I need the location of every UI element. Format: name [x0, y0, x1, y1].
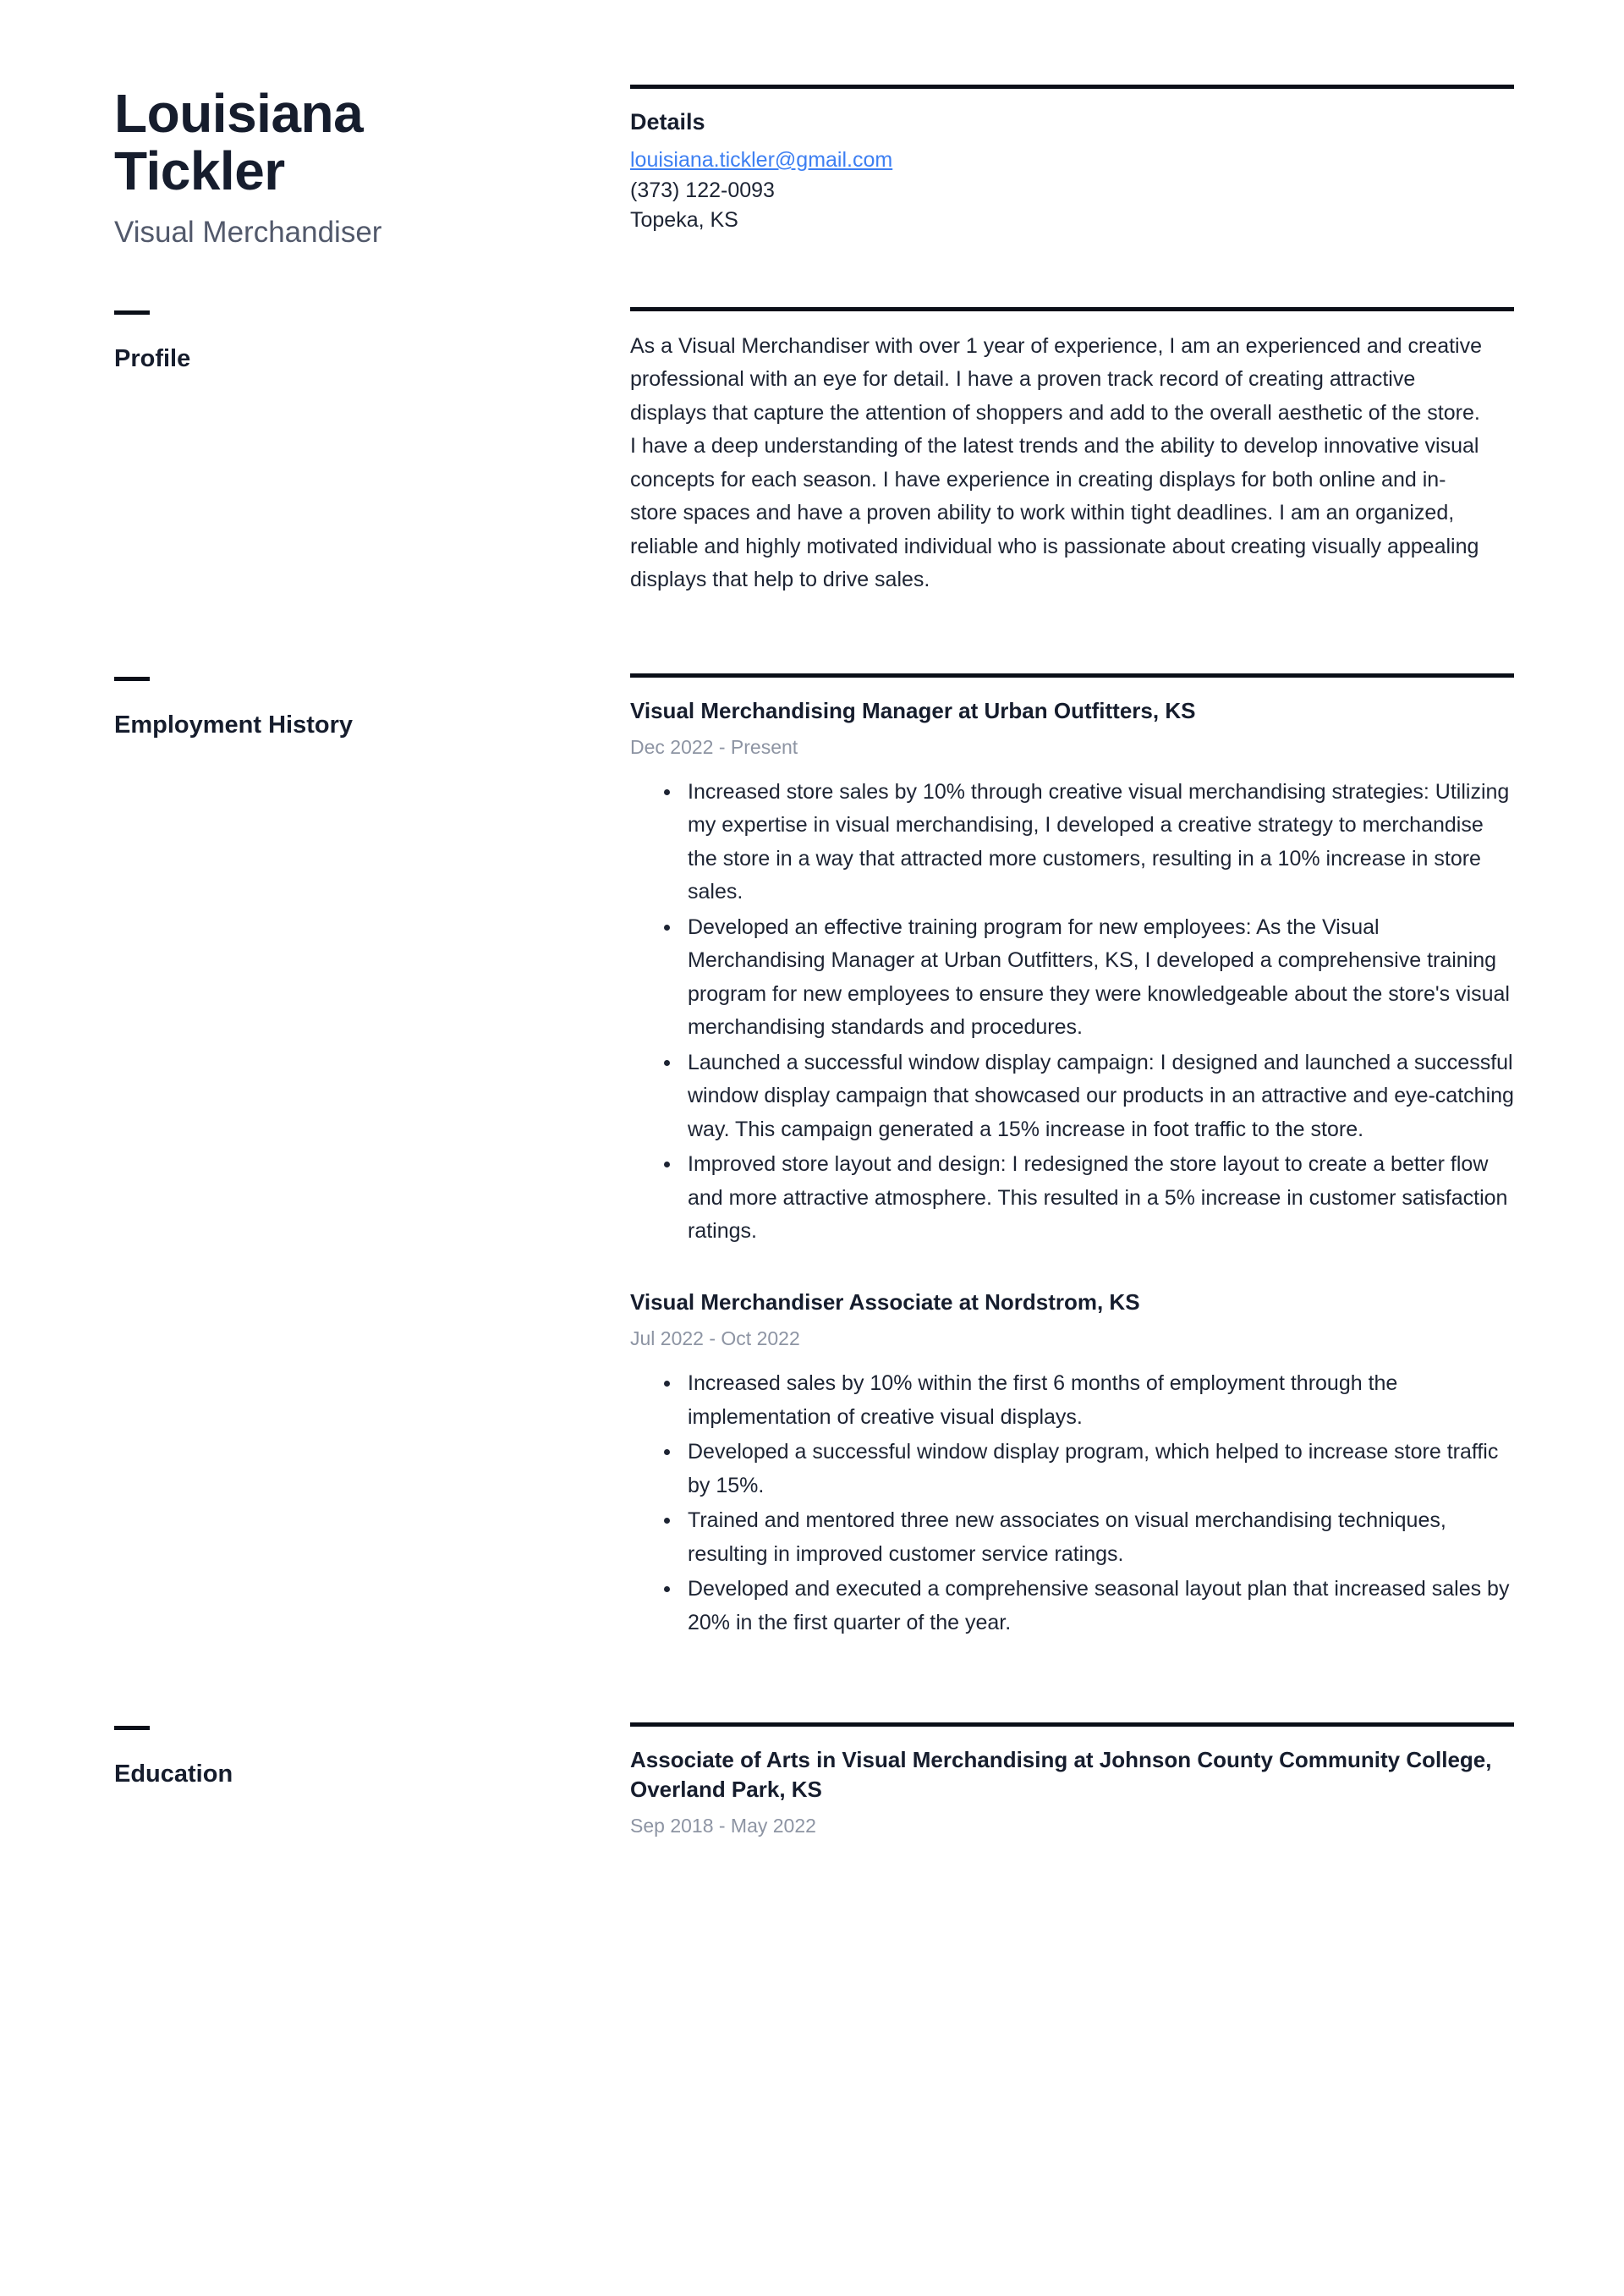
employment-entry-date: Dec 2022 - Present	[630, 735, 798, 758]
employment-entry	[630, 696, 1514, 1249]
education-entry-date: Sep 2018 - May 2022	[630, 1815, 816, 1837]
list-item: Increased store sales by 10% through creative visual merchandising strategies: Utilizing my expertise in visual merchandising, I developed a creative strategy to merchandise the store in a way that attracted more customers, resulting in a 10% increase in store sales.	[664, 776, 1514, 909]
employment-label-block	[114, 673, 630, 742]
dash-marker-icon	[114, 310, 150, 315]
education-entry	[630, 1745, 1514, 1839]
section-divider	[630, 307, 1514, 311]
phone-line: (373) 122-0093	[630, 178, 775, 202]
list-item: Developed a successful window display program, which helped to increase store traffic by 15%.	[664, 1436, 1514, 1502]
education-content	[630, 1722, 1514, 1839]
employment-entry-title: Visual Merchandiser Associate at Nordstrom, KS	[630, 1288, 1140, 1315]
section-heading-employment: Employment History	[114, 711, 353, 739]
page-title: Louisiana Tickler	[114, 83, 364, 202]
list-item: Developed and executed a comprehensive seasonal layout plan that increased sales by 20% in the first quarter of the year.	[664, 1573, 1514, 1640]
section-heading-profile: Profile	[114, 344, 191, 372]
employment-entry-bullets	[630, 1367, 1514, 1640]
profile-section	[114, 307, 1514, 597]
details-block	[630, 85, 1514, 236]
employment-section	[114, 673, 1514, 1642]
list-item: Increased sales by 10% within the first 6 months of employment through the implementation of creative visual displays.	[664, 1367, 1514, 1434]
section-divider	[630, 673, 1514, 678]
header-section	[114, 85, 1514, 251]
section-heading-education: Education	[114, 1760, 233, 1788]
dash-marker-icon	[114, 677, 150, 681]
email-link[interactable]: louisiana.tickler@gmail.com	[630, 148, 893, 173]
profile-label-block	[114, 307, 630, 376]
dash-marker-icon	[114, 1726, 150, 1730]
section-divider	[630, 85, 1514, 89]
education-label-block	[114, 1722, 630, 1791]
education-section	[114, 1722, 1514, 1839]
profile-content	[630, 307, 1514, 597]
employment-entry-title: Visual Merchandising Manager at Urban Outfitters, KS	[630, 697, 1196, 723]
employment-entry	[630, 1288, 1514, 1640]
section-divider	[630, 1722, 1514, 1727]
employment-entry-bullets	[630, 776, 1514, 1249]
employment-content	[630, 673, 1514, 1642]
email-line	[630, 146, 1514, 176]
list-item: Trained and mentored three new associates on visual merchandising techniques, resulting in improved customer service ratings.	[664, 1504, 1514, 1571]
location-line: Topeka, KS	[630, 208, 738, 233]
list-item: Launched a successful window display campaign: I designed and launched a successful window display campaign that showcased our products in an attractive and eye-catching way. This campaign generated a 15% increase in foot traffic to the store.	[664, 1046, 1514, 1147]
profile-text: As a Visual Merchandiser with over 1 year of experience, I am an experienced and creative professional with an eye for detail. I have a proven track record of creating attractive displays that capture the attention of shoppers and add to the overall aesthetic of the store. I have a deep understanding of the latest trends and the ability to develop innovative visual concepts for each season. I have experience in creating displays for both online and in-store spaces and have a proven ability to work within tight deadlines. I am an organized, reliable and highly motivated individual who is passionate about creating visually appealing displays that help to drive sales.	[630, 333, 1483, 592]
education-entry-title: Associate of Arts in Visual Merchandising at Johnson County Community College, Overland Park, KS	[630, 1747, 1492, 1803]
job-title: Visual Merchandiser	[114, 215, 382, 249]
employment-entry-date: Jul 2022 - Oct 2022	[630, 1327, 800, 1350]
details-heading: Details	[630, 109, 705, 135]
list-item: Developed an effective training program for new employees: As the Visual Merchandising Manager at Urban Outfitters, KS, I developed a comprehensive training program for new employees to ensure they were knowledgeable about the store's visual merchandising standards and procedures.	[664, 911, 1514, 1045]
list-item: Improved store layout and design: I redesigned the store layout to create a better flow and more attractive atmosphere. This resulted in a 5% increase in customer satisfaction ratings.	[664, 1148, 1514, 1249]
identity-block	[114, 85, 630, 251]
